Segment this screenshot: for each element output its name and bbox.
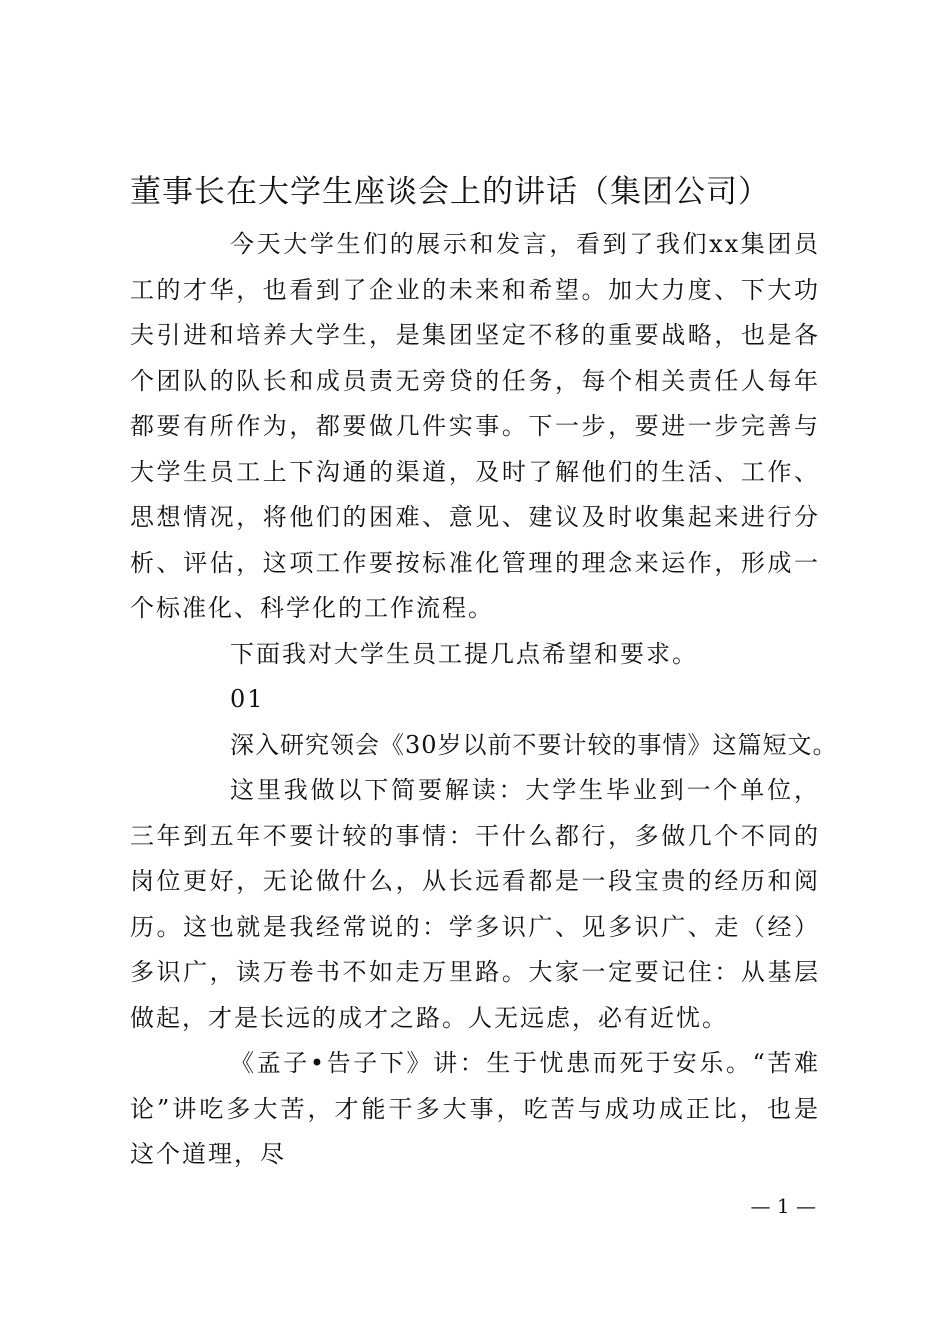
section-heading: 深入研究领会《30岁以前不要计较的事情》这篇短文。 bbox=[230, 730, 838, 759]
page-number: — 1 — bbox=[750, 1194, 816, 1218]
paragraph-mencius: 《孟子•告子下》讲：生于忧患而死于安乐。“苦难论”讲吃多大苦，才能干多大事，吃苦与成功成正比，也是这个道理，尽 bbox=[130, 1049, 820, 1168]
paragraph-requirements-lead: 下面我对大学生员工提几点希望和要求。 bbox=[230, 639, 698, 668]
document-title: 董事长在大学生座谈会上的讲话（集团公司） bbox=[130, 174, 770, 210]
document-body bbox=[130, 222, 838, 1178]
paragraph-intro: 今天大学生们的展示和发言，看到了我们xx集团员工的才华，也看到了企业的未来和希望。加大力度、下大功夫引进和培养大学生，是集团坚定不移的重要战略，也是各个团队的队长和成员责无旁贷的任务，每个相关责任人每年都要有所作为，都要做几件实事。下一步，要进一步完善与大学生员工上下沟通的渠道，及时了解他们的生活、工作、思想情况，将他们的困难、意见、建议及时收集起来进行分析、评估，这项工作要按标准化管理的理念来运作，形成一个标准化、科学化的工作流程。 bbox=[130, 230, 820, 622]
section-number: 01 bbox=[230, 685, 265, 713]
paragraph-interpretation: 这里我做以下简要解读：大学生毕业到一个单位，三年到五年不要计较的事情：干什么都行，多做几个不同的岗位更好，无论做什么，从长远看都是一段宝贵的经历和阅历。这也就是我经常说的：学多识广、见多识广、走（经）多识广，读万卷书不如走万里路。大家一定要记住：从基层做起，才是长远的成才之路。人无远虑，必有近忧。 bbox=[130, 776, 820, 1032]
